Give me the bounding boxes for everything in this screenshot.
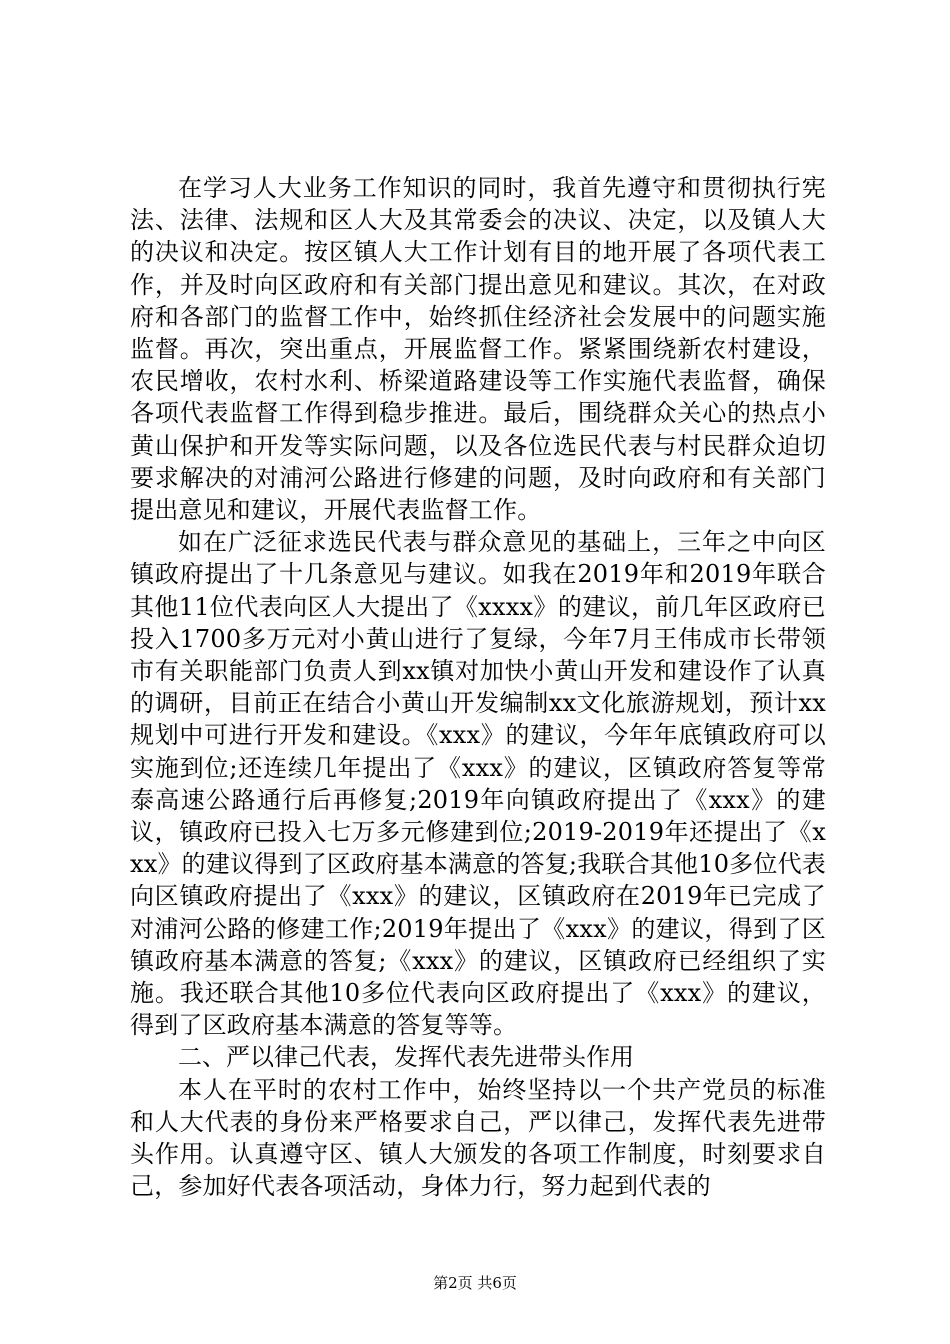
document-body bbox=[130, 172, 826, 1203]
paragraph-self-discipline: 本人在平时的农村工作中，始终坚持以一个共产党员的标准和人大代表的身份来严格要求自己，严以律己，发挥代表先进带头作用。认真遵守区、镇人大颁发的各项工作制度，时刻要求自己，参加好代表各项活动，身体力行，努力起到代表的 bbox=[130, 1075, 826, 1201]
paragraph-supervision-work: 在学习人大业务工作知识的同时，我首先遵守和贯彻执行宪法、法律、法规和区人大及其常委会的决议、决定，以及镇人大的决议和决定。按区镇人大工作计划有目的地开展了各项代表工作，并及时向区政府和有关部门提出意见和建议。其次，在对政府和各部门的监督工作中，始终抓住经济社会发展中的问题实施监督。再次，突出重点，开展监督工作。紧紧围绕新农村建设，农民增收，农村水利、桥梁道路建设等工作实施代表监督，确保各项代表监督工作得到稳步推进。最后，围绕群众关心的热点小黄山保护和开发等实际问题，以及各位选民代表与村民群众迫切要求解决的对浦河公路进行修建的问题，及时向政府和有关部门提出意见和建议，开展代表监督工作。 bbox=[130, 174, 826, 525]
page-number-footer: 第2页 共6页 bbox=[433, 1274, 517, 1292]
paragraph-suggestions: 如在广泛征求选民代表与群众意见的基础上，三年之中向区镇政府提出了十几条意见与建议。如我在2019年和2019年联合其他11位代表向区人大提出了《xxxx》的建议，前几年区政府已投入1700多万元对小黄山进行了复绿，今年7月王伟成市长带领市有关职能部门负责人到xx镇对加快小黄山开发和建设作了认真的调研，目前正在结合小黄山开发编制xx文化旅游规划，预计xx规划中可进行开发和建设。《xxx》的建议，今年年底镇政府可以实施到位;还连续几年提出了《xxx》的建议，区镇政府答复等常泰高速公路通行后再修复;2019年向镇政府提出了《xxx》的建议，镇政府已投入七万多元修建到位;2019-2019年还提出了《xxx》的建议得到了区政府基本满意的答复;我联合其他10多位代表向区镇政府提出了《xxx》的建议，区镇政府在2019年已完成了对浦河公路的修建工作;2019年提出了《xxx》的建议，得到了区镇政府基本满意的答复;《xxx》的建议，区镇政府已经组织了实施。我还联合其他10多位代表向区政府提出了《xxx》的建议，得到了区政府基本满意的答复等等。 bbox=[130, 528, 826, 1040]
section-heading-2: 二、严以律己代表，发挥代表先进带头作用 bbox=[178, 1043, 634, 1072]
